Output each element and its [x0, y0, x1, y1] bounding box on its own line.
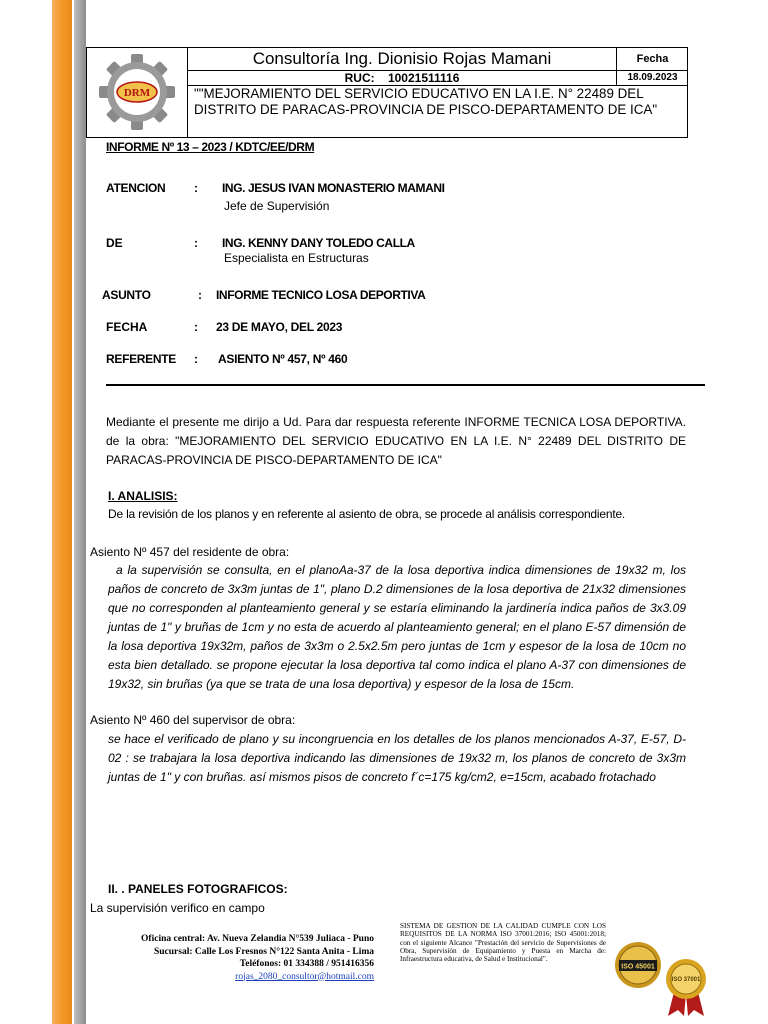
drm-gear-logo: [87, 48, 187, 137]
separator-line: [106, 384, 705, 386]
de-value: ING. KENNY DANY TOLEDO CALLA: [222, 236, 415, 250]
header-fecha-value: 18.09.2023: [616, 71, 688, 86]
asiento457-text: a la supervisión se consulta, en el planoAa-37 de la losa deportiva indica dimensiones de 19x32 m, los paños de concreto de 3x3m juntas de 1", plano D.2 dimensiones de la losa deportiva de 21x32 dimensiones que no corresponden al planteamiento general y se estaría eliminando la jardinería indica paños de 3x3.09 juntas de 1" y bruñas de 1cm y no esta de acuerdo al planteamiento general; en el plano E-57 dimensión de la losa deportiva 19x32m, paños de 3x3m o 2.5x2.5m pero juntas de 1cm y espesor de la losa de 10cm no esta bien detallado. se propone ejecutar la losa deportiva tal como indica el plano A-37 con dimensiones de 19x32, sin bruñas (ya que se trata de una losa deportiva) y espesor de la losa de 15cm.: [108, 563, 686, 691]
footer-quality-statement: SISTEMA DE GESTION DE LA CALIDAD CUMPLE CON LOS REQUISITOS DE LA NORMA ISO 37001:2016; ISO 45001:2018; con el siguiente Alcance "Prestación del servicio de Supervisiones de Obra, Supervisión de Equipamiento y Puesta en Marcha de: Infraestructura educativa, de Salud e Institucional".: [400, 922, 606, 964]
iso-37001-text: ISO 37001: [671, 977, 701, 983]
logo-text: DRM: [123, 87, 151, 99]
atencion-label: ATENCION: [106, 181, 166, 195]
fecha-value: 23 DE MAYO, DEL 2023: [216, 320, 343, 334]
de-colon: :: [194, 236, 198, 250]
footer-office: Oficina central: Av. Nueva Zelandia N°539 Juliaca - Puno: [141, 934, 374, 944]
asunto-value: INFORME TECNICO LOSA DEPORTIVA: [216, 288, 426, 302]
asiento460-label: Asiento Nº 460 del supervisor de obra:: [90, 713, 296, 727]
asiento460-text: se hace el verificado de plano y su incongruencia en los detalles de los planos mencionados A-37, E-57, D-02 : se trabajara la losa deportiva indicando las dimensiones de 19x32 m, los planos de concreto de 3x3m juntas de 1" y con bruñas. así mismos pisos de concreto f´c=175 kg/cm2, e=15cm, acabado frotachado: [108, 732, 686, 784]
left-orange-stripe: [52, 0, 72, 1024]
asiento457-label: Asiento Nº 457 del residente de obra:: [90, 545, 290, 559]
section1-title: I. ANALISIS:: [108, 489, 178, 503]
footer-branch: Sucursal: Calle Los Fresnos N°122 Santa Anita - Lima: [153, 946, 374, 957]
referente-value: ASIENTO Nº 457, Nº 460: [218, 352, 348, 366]
iso-45001-badge: [614, 941, 662, 989]
section2-text: La supervisión verifico en campo: [90, 901, 265, 915]
asunto-label: ASUNTO: [102, 288, 151, 302]
iso-45001-text: ISO 45001: [621, 963, 655, 971]
atencion-colon: :: [194, 181, 198, 195]
de-role: Especialista en Estructuras: [224, 251, 369, 265]
footer-phones: Teléfonos: 01 334388 / 951416356: [239, 959, 374, 969]
iso-37001-badge: [664, 958, 708, 1018]
fecha-colon: :: [194, 320, 198, 334]
header-fecha-label: Fecha: [616, 48, 688, 71]
header-table: [86, 47, 688, 138]
project-title: ""MEJORAMIENTO DEL SERVICIO EDUCATIVO EN LA I.E. N° 22489 DEL DISTRITO DE PARACAS-PROVINCIA DE PISCO-DEPARTAMENTO DE ICA": [188, 85, 687, 137]
atencion-value: ING. JESUS IVAN MONASTERIO MAMANI: [222, 181, 445, 195]
fecha-label: FECHA: [106, 320, 148, 334]
atencion-role: Jefe de Supervisión: [224, 199, 330, 213]
ruc-value: 10021511116: [387, 71, 460, 85]
section1-text: De la revisión de los planos y en referente al asiento de obra, se procede al análisis correspondiente.: [108, 507, 626, 521]
ruc-label: RUC:: [344, 71, 375, 85]
ruc: [188, 71, 616, 85]
logo-cell: [87, 48, 188, 137]
company-name: Consultoría Ing. Dionisio Rojas Mamani: [188, 48, 616, 71]
asunto-colon: :: [198, 288, 202, 302]
referente-colon: :: [194, 352, 198, 366]
footer-contact: [110, 933, 374, 983]
section2-title: II. . PANELES FOTOGRAFICOS:: [108, 882, 288, 896]
referente-label: REFERENTE: [106, 352, 176, 366]
footer-email-link[interactable]: rojas_2080_consultor@hotmail.com: [235, 971, 374, 982]
de-label: DE: [106, 236, 123, 250]
left-gray-stripe: [74, 0, 86, 1024]
informe-title: INFORME Nº 13 – 2023 / KDTC/EE/DRM: [106, 140, 315, 154]
intro-paragraph: Mediante el presente me dirijo a Ud. Para dar respuesta referente INFORME TECNICA LOSA DEPORTIVA. de la obra: "MEJORAMIENTO DEL SERVICIO EDUCATIVO EN LA I.E. N° 22489 DEL DISTRITO DE PARACAS-PROVINCIA DE PISCO-DEPARTAMENTO DE ICA": [106, 415, 686, 467]
